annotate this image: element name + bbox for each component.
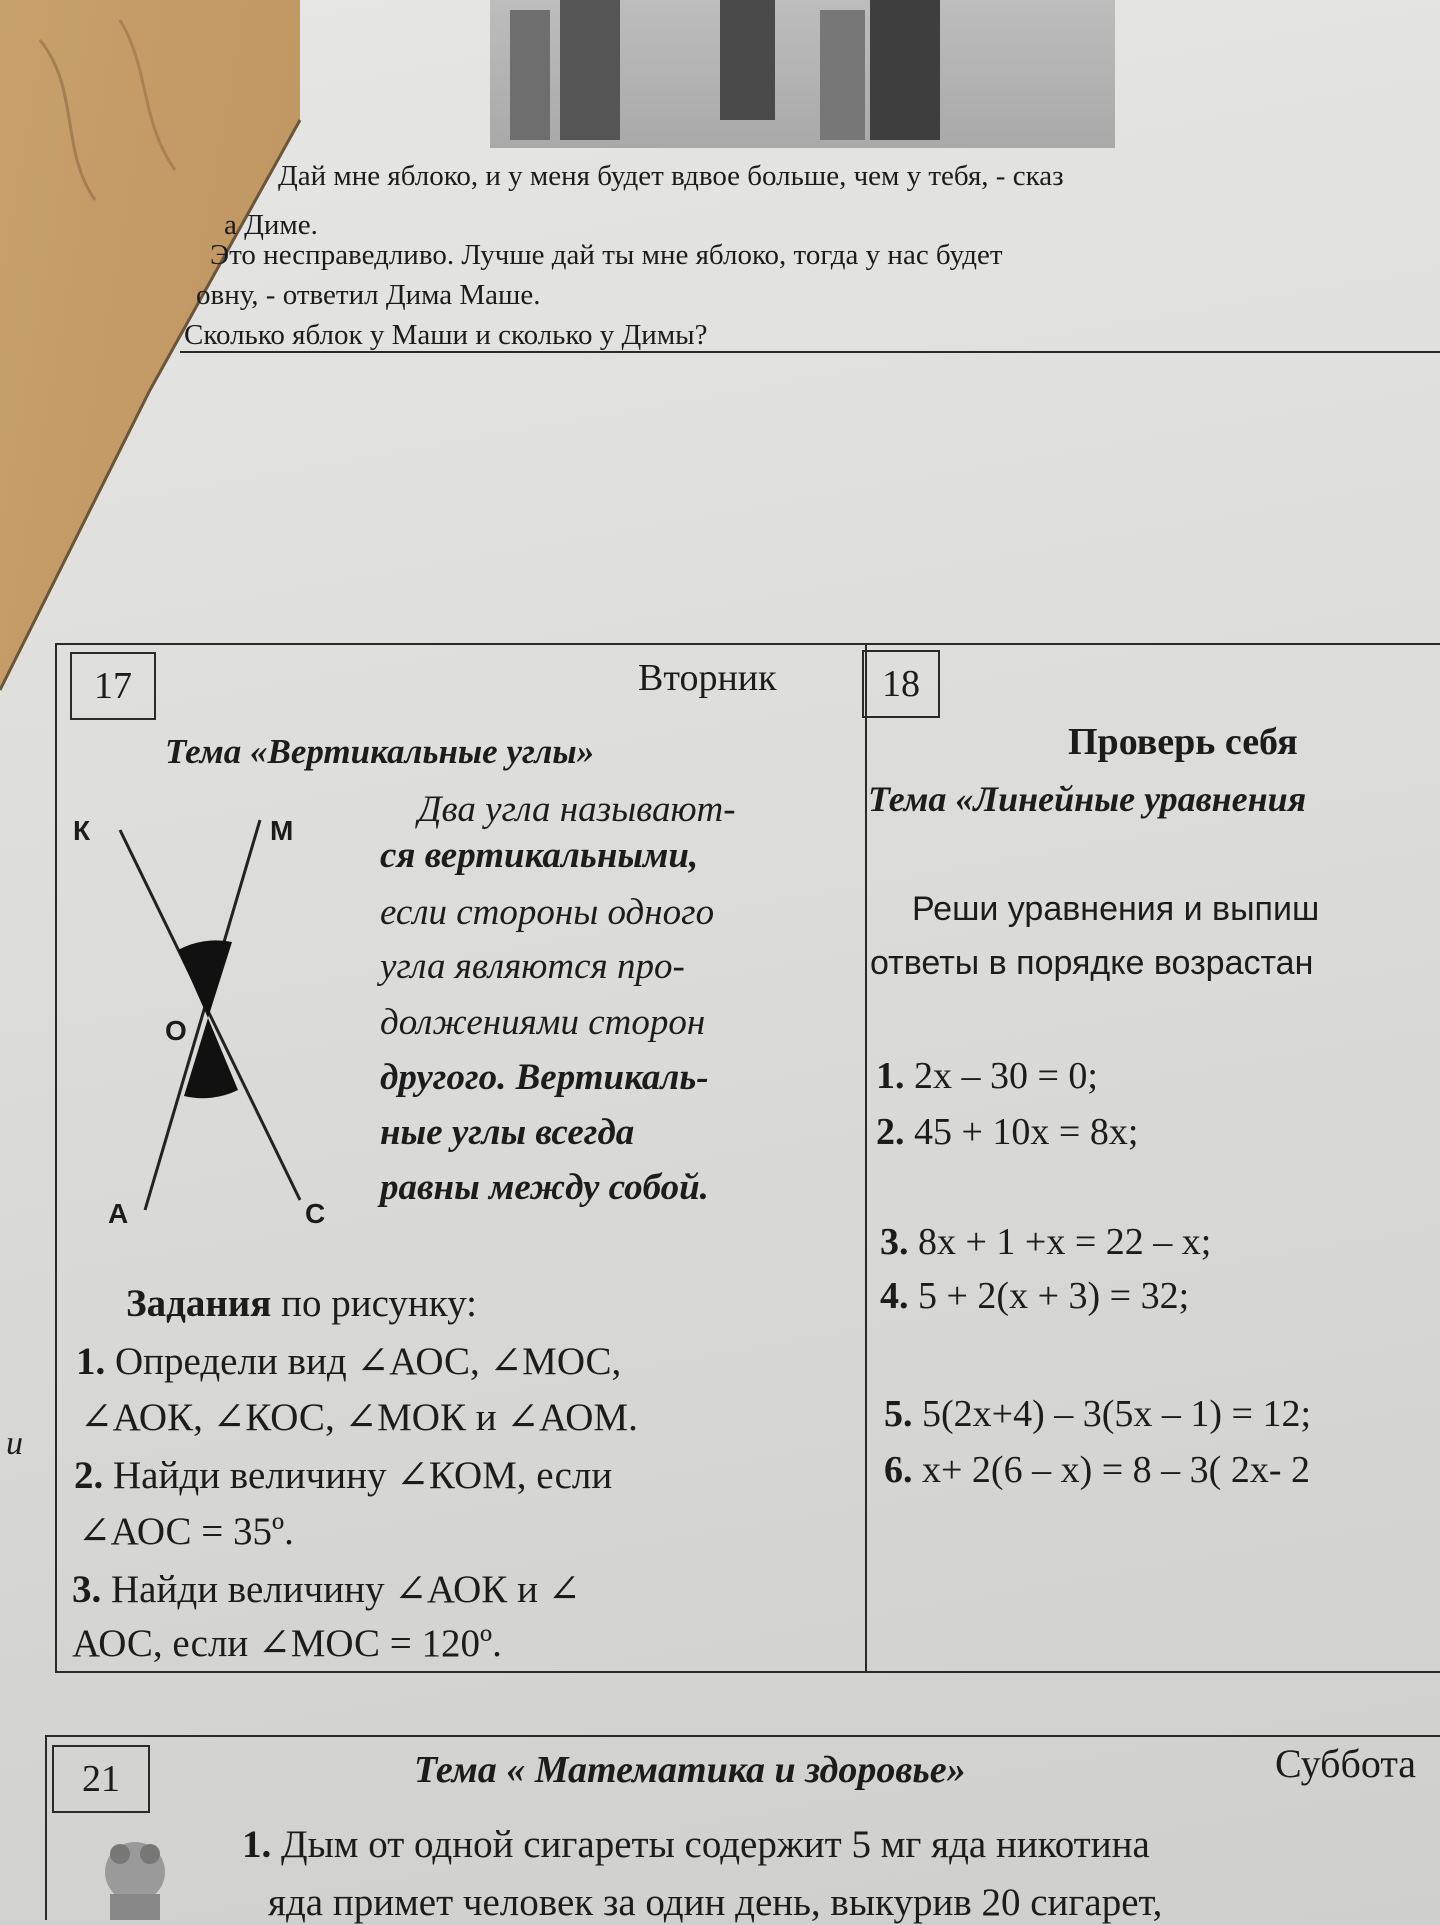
task-2-line-1 (74, 1452, 612, 1500)
instruction-line-1: Реши уравнения и выпиш (912, 890, 1320, 928)
equation-1-number: 1. (876, 1055, 905, 1097)
equation-5-number: 5. (884, 1393, 913, 1435)
point-k-label: К (73, 815, 91, 846)
definition-line-7: ные углы всегда (380, 1112, 635, 1153)
instruction-line-2: ответы в порядке возрастан (870, 944, 1314, 982)
story-line-2: а Диме. (224, 209, 318, 241)
lesson-18-number: 18 (862, 650, 940, 718)
task-3-line-1 (72, 1566, 580, 1614)
task-1-line-2: ∠АОК, ∠КОС, ∠МОК и ∠АОМ. (80, 1396, 638, 1439)
cartoon-illustration (490, 0, 1115, 148)
equation-4 (880, 1272, 1189, 1320)
cigarette-cartoon-icon (90, 1832, 180, 1920)
lesson-21-day: Суббота (1275, 1741, 1417, 1786)
table-column-divider (865, 643, 867, 1673)
definition-line-3: если стороны одного (380, 892, 715, 933)
task-3-text: Найди величину ∠АОК и ∠ (101, 1568, 581, 1611)
lesson-21-top-border (45, 1735, 1440, 1737)
tasks-heading (126, 1280, 477, 1328)
tasks-heading-bold: Задания (126, 1282, 272, 1325)
tasks-heading-rest: по рисунку: (271, 1282, 477, 1325)
story-line-1: Дай мне яблоко, и у меня будет вдвое больше, чем у тебя, - сказ (278, 160, 1064, 192)
story-question: Сколько яблок у Маши и сколько у Димы? (184, 319, 708, 351)
lesson-18-topic: Тема «Линейные уравнения (868, 779, 1307, 819)
vertical-angles-figure (80, 800, 360, 1240)
task-1-number: 1. (76, 1340, 106, 1383)
check-yourself-title: Проверь себя (1068, 721, 1298, 763)
equation-3-text: 8х + 1 +х = 22 – х; (918, 1221, 1212, 1263)
margin-letter: и (6, 1425, 23, 1462)
table-top-border (55, 643, 1440, 645)
equation-3 (880, 1218, 1211, 1266)
task-1-line-1 (76, 1338, 621, 1386)
equation-6-number: 6. (884, 1449, 913, 1491)
lesson-17-day: Вторник (638, 657, 777, 699)
definition-line-6: другого. Вертикаль- (380, 1057, 709, 1098)
equation-1-text: 2х – 30 = 0; (914, 1055, 1098, 1097)
point-m-label: М (270, 815, 294, 846)
definition-line-4: угла являются про- (380, 946, 685, 987)
equation-5 (884, 1390, 1311, 1438)
definition-line-1: Два угла называют- (418, 789, 736, 830)
task-2-number: 2. (74, 1454, 104, 1497)
equation-2-number: 2. (876, 1111, 905, 1153)
equation-2-text: 45 + 10х = 8х; (914, 1111, 1139, 1153)
equation-2 (876, 1108, 1138, 1156)
lesson-21-item-1 (242, 1822, 1150, 1867)
task-1-text: Определи вид ∠АОС, ∠МОС, (105, 1340, 622, 1383)
lesson-21-number: 21 (52, 1745, 150, 1813)
task-2-text: Найди величину ∠КОМ, если (103, 1454, 613, 1497)
definition-line-2: ся вертикальными, (380, 835, 699, 876)
children-drawing-icon (490, 0, 1115, 148)
task-2-line-2: ∠АОС = 35º. (78, 1510, 294, 1553)
table-bottom-border (55, 1671, 1440, 1673)
equation-5-text: 5(2х+4) – 3(5х – 1) = 12; (922, 1393, 1312, 1435)
lesson-21-line-2: яда примет человек за один день, выкурив 20 сигарет, (268, 1881, 1163, 1924)
table-left-border (55, 643, 57, 1673)
story-line-3: Это несправедливо. Лучше дай ты мне яблоко, тогда у нас будет (210, 239, 1003, 271)
lesson-17-number: 17 (70, 652, 156, 720)
story-line-4: овну, - ответил Дима Маше. (196, 279, 541, 311)
definition-line-8: равны между собой. (380, 1167, 709, 1208)
lesson-17-topic: Тема «Вертикальные углы» (165, 732, 595, 771)
equation-1 (876, 1052, 1098, 1100)
equation-4-text: 5 + 2(х + 3) = 32; (918, 1275, 1190, 1317)
lesson-21-left-border (45, 1735, 47, 1920)
task-3-line-2: АОС, если ∠МОС = 120º. (72, 1622, 502, 1665)
lesson-21-line-1: Дым от одной сигареты содержит 5 мг яда никотина (281, 1823, 1150, 1866)
equation-3-number: 3. (880, 1221, 909, 1263)
point-o-label: О (165, 1015, 187, 1046)
equation-4-number: 4. (880, 1275, 909, 1317)
point-a-label: А (108, 1198, 129, 1229)
lesson-21-topic: Тема « Математика и здоровье» (414, 1749, 966, 1791)
point-c-label: С (305, 1198, 326, 1229)
equation-6 (884, 1446, 1310, 1494)
lesson-21-item-number: 1. (242, 1823, 272, 1866)
story-underline (180, 351, 1440, 353)
equation-6-text: х+ 2(6 – х) = 8 – 3( 2х- 2 (922, 1449, 1310, 1491)
task-3-number: 3. (72, 1568, 102, 1611)
definition-line-5: должениями сторон (380, 1002, 706, 1043)
